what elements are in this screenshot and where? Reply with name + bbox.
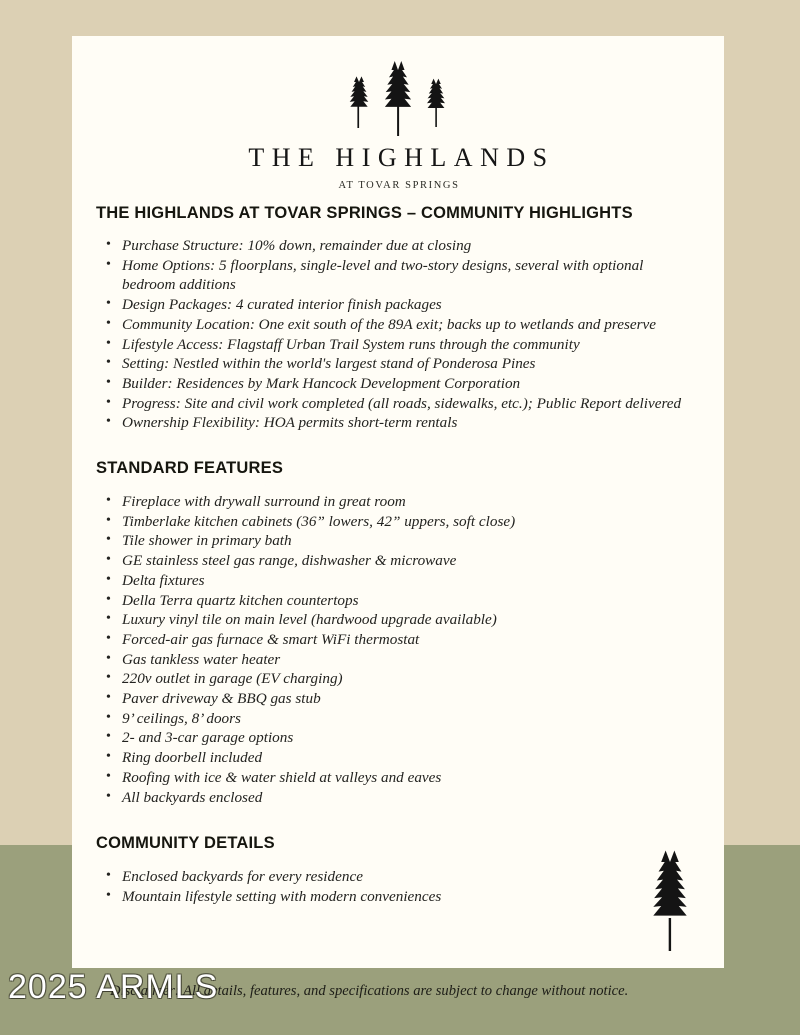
list-item: • 220v outlet in garage (EV charging) [96, 669, 700, 689]
list-standard-features [96, 492, 700, 807]
list-item: • Enclosed backyards for every residence [96, 867, 700, 887]
list-item: • Lifestyle Access: Flagstaff Urban Trail System runs through the community [96, 335, 700, 355]
list-item: • Home Options: 5 floorplans, single-level and two-story designs, several with optional bedroom additions [96, 256, 700, 295]
section-spacer [96, 433, 700, 459]
brand-logo [72, 60, 724, 191]
list-item: • Gas tankless water heater [96, 650, 700, 670]
section-heading-standard-features: STANDARD FEATURES [96, 459, 284, 478]
three-pine-trees-icon [337, 60, 459, 138]
list-item: • Ring doorbell included [96, 748, 700, 768]
list-item: • 9’ ceilings, 8’ doors [96, 709, 700, 729]
list-item: • Builder: Residences by Mark Hancock Development Corporation [96, 374, 700, 394]
armls-watermark: 2025 ARMLS [8, 968, 219, 1006]
section-heading-community-highlights: THE HIGHLANDS AT TOVAR SPRINGS – COMMUNITY HIGHLIGHTS [96, 204, 633, 222]
section-spacer [96, 807, 700, 834]
document-card [72, 36, 724, 968]
footer-disclaimer: Disclaimer: All details, features, and specifications are subject to change without notice. [110, 983, 629, 999]
list-item: • Timberlake kitchen cabinets (36” lowers, 42” uppers, soft close) [96, 512, 700, 532]
list-item: • Forced-air gas furnace & smart WiFi thermostat [96, 630, 700, 650]
list-item: • Fireplace with drywall surround in great room [96, 492, 700, 512]
list-item: • Della Terra quartz kitchen countertops [96, 591, 700, 611]
list-community-highlights [96, 236, 700, 433]
logo-wordmark: THE HIGHLANDS [248, 143, 555, 172]
document-content [96, 204, 700, 907]
list-item: • Setting: Nestled within the world's largest stand of Ponderosa Pines [96, 354, 700, 374]
section-heading-community-details: COMMUNITY DETAILS [96, 834, 275, 853]
list-item: • All backyards enclosed [96, 788, 700, 808]
list-item: • Progress: Site and civil work completed (all roads, sidewalks, etc.); Public Report delivered [96, 394, 700, 414]
logo-tagline: AT TOVAR SPRINGS [338, 179, 460, 191]
list-item: • Luxury vinyl tile on main level (hardwood upgrade available) [96, 610, 700, 630]
list-item: • 2- and 3-car garage options [96, 728, 700, 748]
list-item: • GE stainless steel gas range, dishwasher & microwave [96, 551, 700, 571]
list-community-details [96, 867, 700, 906]
list-item: • Tile shower in primary bath [96, 531, 700, 551]
list-item: • Ownership Flexibility: HOA permits short-term rentals [96, 413, 700, 433]
list-item: • Purchase Structure: 10% down, remainder due at closing [96, 236, 700, 256]
list-item: • Mountain lifestyle setting with modern conveniences [96, 887, 700, 907]
list-item: • Community Location: One exit south of the 89A exit; backs up to wetlands and preserve [96, 315, 700, 335]
list-item: • Design Packages: 4 curated interior finish packages [96, 295, 700, 315]
list-item: • Roofing with ice & water shield at valleys and eaves [96, 768, 700, 788]
pine-tree-icon [640, 848, 700, 953]
list-item: • Paver driveway & BBQ gas stub [96, 689, 700, 709]
list-item: • Delta fixtures [96, 571, 700, 591]
